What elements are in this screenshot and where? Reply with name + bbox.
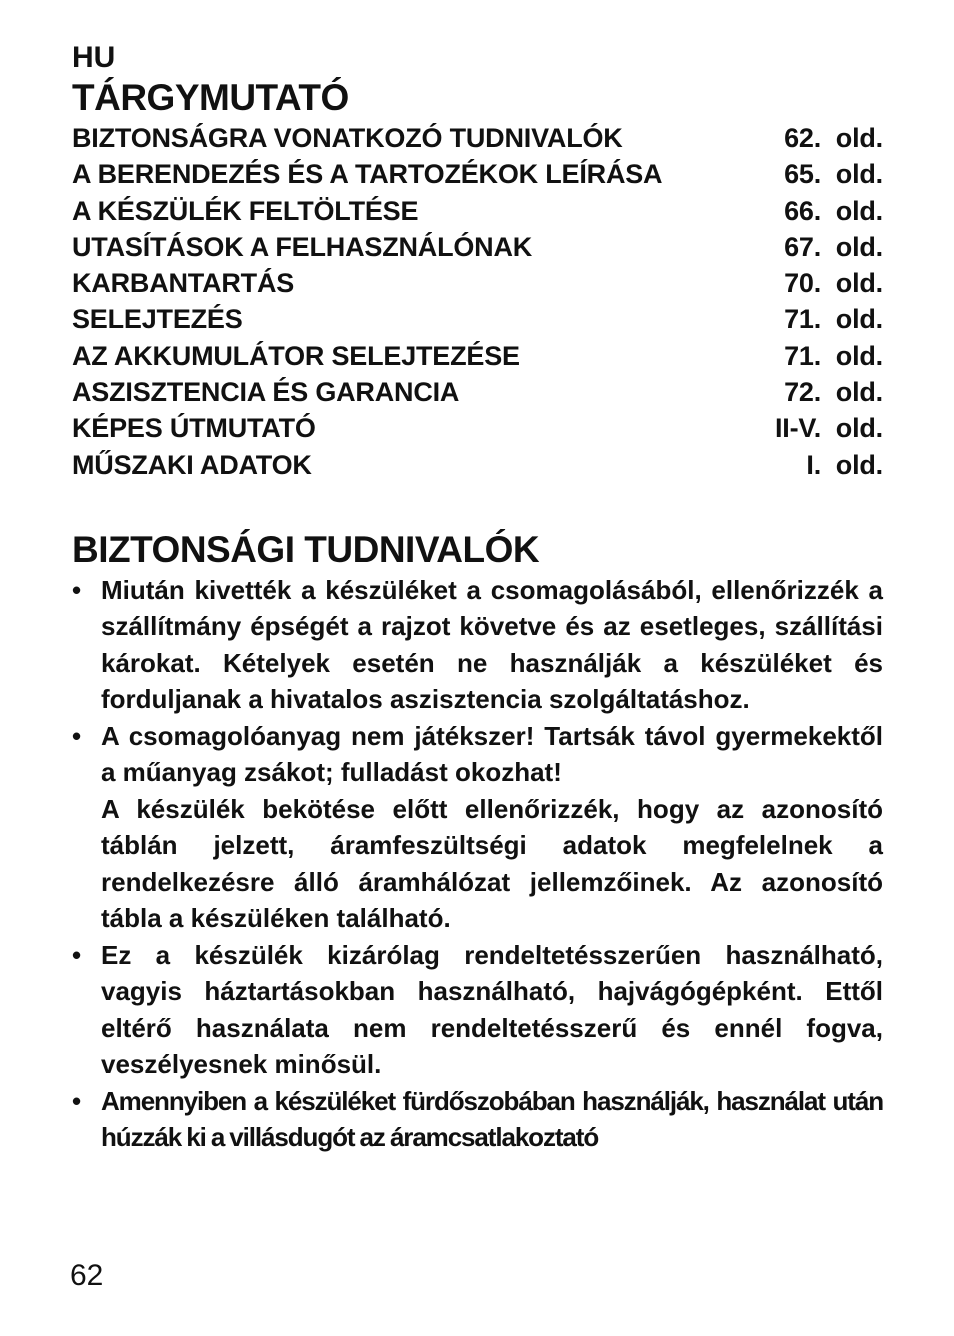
- toc-row: [72, 447, 883, 483]
- toc-page-suffix: old.: [835, 413, 883, 444]
- toc-entry-title: SELEJTEZÉS: [72, 304, 243, 335]
- safety-paragraph: Miután kivették a készüléket a csomagolásából, ellenőrizzék a szállítmány épségét a rajzot követve és az esetleges, szállítási károkat. Kételyek esetén ne használják a készüléket és forduljanak a hivatalos aszisztencia szolgáltatáshoz.: [101, 574, 883, 715]
- toc-entry-title: BIZTONSÁGRA VONATKOZÓ TUDNIVALÓK: [72, 123, 623, 153]
- toc-entry-title: A KÉSZÜLÉK FELTÖLTÉSE: [72, 195, 419, 226]
- safety-section-title: BIZTONSÁGI TUDNIVALÓK: [72, 528, 540, 570]
- toc-page-number: 71.: [784, 340, 821, 371]
- toc-row: [72, 374, 883, 410]
- manual-page: [72, 40, 883, 1156]
- safety-list: [72, 572, 883, 1156]
- bullet-icon: •: [72, 1085, 82, 1116]
- toc-page-number: 66.: [784, 195, 821, 226]
- toc-entry-title: A BERENDEZÉS ÉS A TARTOZÉKOK LEÍRÁSA: [72, 159, 663, 190]
- safety-paragraph: Amennyiben a készüléket fürdőszobában használják, használat után húzzák ki a villásdugót az áramcsatlakoztató: [101, 1085, 883, 1153]
- toc-page-suffix: old.: [835, 340, 883, 371]
- toc-page-suffix: old.: [835, 159, 883, 190]
- toc-page-number: 65.: [784, 159, 821, 190]
- toc-page-number: 70.: [784, 268, 821, 299]
- page-number: 62: [70, 1259, 104, 1292]
- index-title: TÁRGYMUTATÓ: [72, 77, 349, 118]
- toc-row: [72, 265, 883, 301]
- toc-row: [72, 120, 883, 156]
- bullet-icon: •: [72, 720, 82, 751]
- toc-entry-title: KARBANTARTÁS: [72, 268, 295, 299]
- toc-page-number: 67.: [784, 231, 821, 262]
- toc-row: [72, 229, 883, 265]
- bullet-icon: •: [72, 939, 82, 970]
- toc-page-suffix: old.: [835, 449, 883, 480]
- toc-entry-title: UTASÍTÁSOK A FELHASZNÁLÓNAK: [72, 231, 533, 262]
- toc-entry-title: AZ AKKUMULÁTOR SELEJTEZÉSE: [72, 340, 520, 371]
- toc-entry-title: MŰSZAKI ADATOK: [72, 449, 312, 480]
- bullet-icon: •: [72, 574, 82, 605]
- language-code: HU: [72, 41, 116, 74]
- toc-page-number: 71.: [784, 304, 821, 335]
- safety-paragraph: A csomagolóanyag nem játékszer! Tartsák távol gyermekektől a műanyag zsákot; fulladást okozhat!: [101, 720, 883, 788]
- toc-page-suffix: old.: [835, 195, 883, 226]
- table-of-contents: [72, 120, 883, 483]
- safety-paragraph: Ez a készülék kizárólag rendeltetésszerűen használható, vagyis háztartásokban használható, hajvágógépként. Ettől eltérő használata nem rendeltetésszerű és ennél fogva, veszélyesnek minősül.: [101, 939, 883, 1080]
- toc-row: [72, 156, 883, 192]
- toc-row: [72, 338, 883, 374]
- safety-item: [72, 572, 883, 718]
- toc-page-number: 72.: [784, 377, 821, 408]
- toc-page-number: II-V.: [774, 413, 821, 444]
- toc-page-suffix: old.: [835, 268, 883, 299]
- toc-page-number: I.: [806, 449, 821, 480]
- toc-page-suffix: old.: [835, 377, 883, 408]
- toc-entry-title: ASZISZTENCIA ÉS GARANCIA: [72, 377, 460, 408]
- toc-row: [72, 301, 883, 337]
- toc-page-number: 62.: [784, 123, 821, 153]
- toc-page-suffix: old.: [835, 231, 883, 262]
- safety-item: [72, 937, 883, 1083]
- toc-page-suffix: old.: [835, 123, 883, 153]
- toc-entry-title: KÉPES ÚTMUTATÓ: [72, 413, 316, 444]
- toc-page-suffix: old.: [835, 304, 883, 335]
- toc-row: [72, 410, 883, 446]
- safety-item: [72, 1083, 883, 1156]
- safety-item: [72, 718, 883, 937]
- toc-row: [72, 193, 883, 229]
- safety-paragraph: A készülék bekötése előtt ellenőrizzék, hogy az azonosító táblán jelzett, áramfeszültségi adatok megfelelnek a rendelkezésre álló áramhálózat jellemzőinek. Az azonosító tábla a készüléken található.: [101, 793, 883, 934]
